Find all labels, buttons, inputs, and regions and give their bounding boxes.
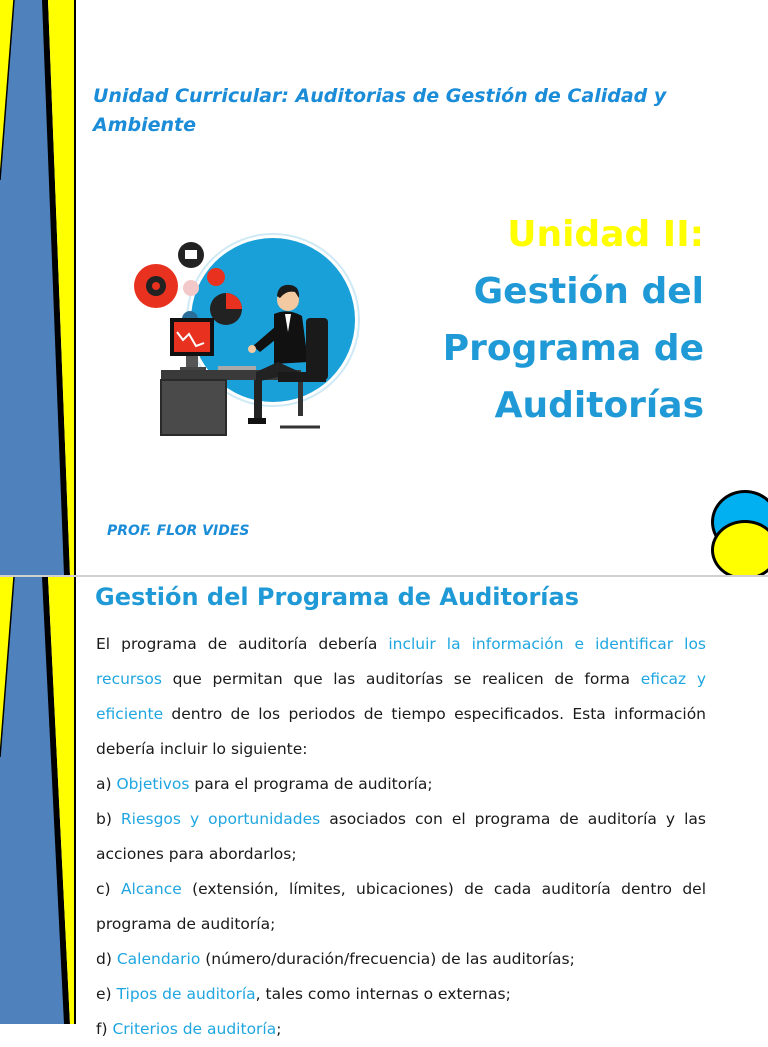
highlight-text: Riesgos y oportunidades (120, 810, 321, 828)
section-body (96, 627, 706, 1047)
section-title: Gestión del Programa de Auditorías (95, 583, 579, 611)
course-title-line1: Unidad Curricular: Auditorias de Gestión de Calidad y (93, 85, 667, 107)
course-title-line2: Ambiente (93, 114, 196, 136)
list-marker: b) (96, 810, 121, 828)
unit-label: Unidad II: (507, 214, 704, 255)
list-item-f (96, 1012, 706, 1047)
left-decor-stripes (0, 0, 80, 575)
text-run: que permitan que las auditorías se realicen de forma (161, 670, 641, 688)
unit-title-line2: Programa de (442, 328, 704, 369)
list-item-c (96, 872, 706, 942)
unit-heading (443, 206, 704, 434)
professor-name: PROF. FLOR VIDES (107, 523, 250, 539)
list-marker: f) (96, 1020, 113, 1038)
text-run: El programa de auditoría debería (96, 635, 389, 653)
course-title (93, 82, 693, 140)
text-run: asociados con el programa de auditoría y las acciones para abordarlos; (96, 810, 706, 863)
text-run: , tales como internas o externas; (255, 985, 511, 1003)
list-item-d (96, 942, 706, 977)
text-run: ; (276, 1020, 282, 1038)
highlight-text: incluir la información e identificar los recursos (96, 635, 706, 688)
list-marker: d) (96, 950, 117, 968)
text-run: (número/duración/frecuencia) de las auditorías; (200, 950, 575, 968)
highlight-text: Criterios de auditoría (112, 1020, 277, 1038)
highlight-text: Objetivos (116, 775, 190, 793)
highlight-text: eficaz y eficiente (96, 670, 706, 723)
list-marker: e) (96, 985, 117, 1003)
text-run: para el programa de auditoría; (189, 775, 433, 793)
left-decor-stripes (0, 577, 80, 1024)
list-item-a (96, 767, 706, 802)
list-item-e (96, 977, 706, 1012)
list-marker: a) (96, 775, 117, 793)
auditor-illustration (128, 222, 363, 442)
highlight-text: Tipos de auditoría (116, 985, 256, 1003)
list-item-b (96, 802, 706, 872)
list-marker: c) (96, 880, 121, 898)
text-run: dentro de los periodos de tiempo especificados. Esta información debería incluir lo siguiente: (96, 705, 706, 758)
yellow-circle-decor (711, 520, 768, 575)
text-run: (extensión, límites, ubicaciones) de cada auditoría dentro del programa de auditoría; (96, 880, 707, 933)
highlight-text: Calendario (116, 950, 201, 968)
intro-paragraph (96, 627, 706, 767)
unit-title-line1: Gestión del (473, 271, 704, 312)
highlight-text: Alcance (120, 880, 182, 898)
unit-title-line3: Auditorías (494, 385, 704, 426)
